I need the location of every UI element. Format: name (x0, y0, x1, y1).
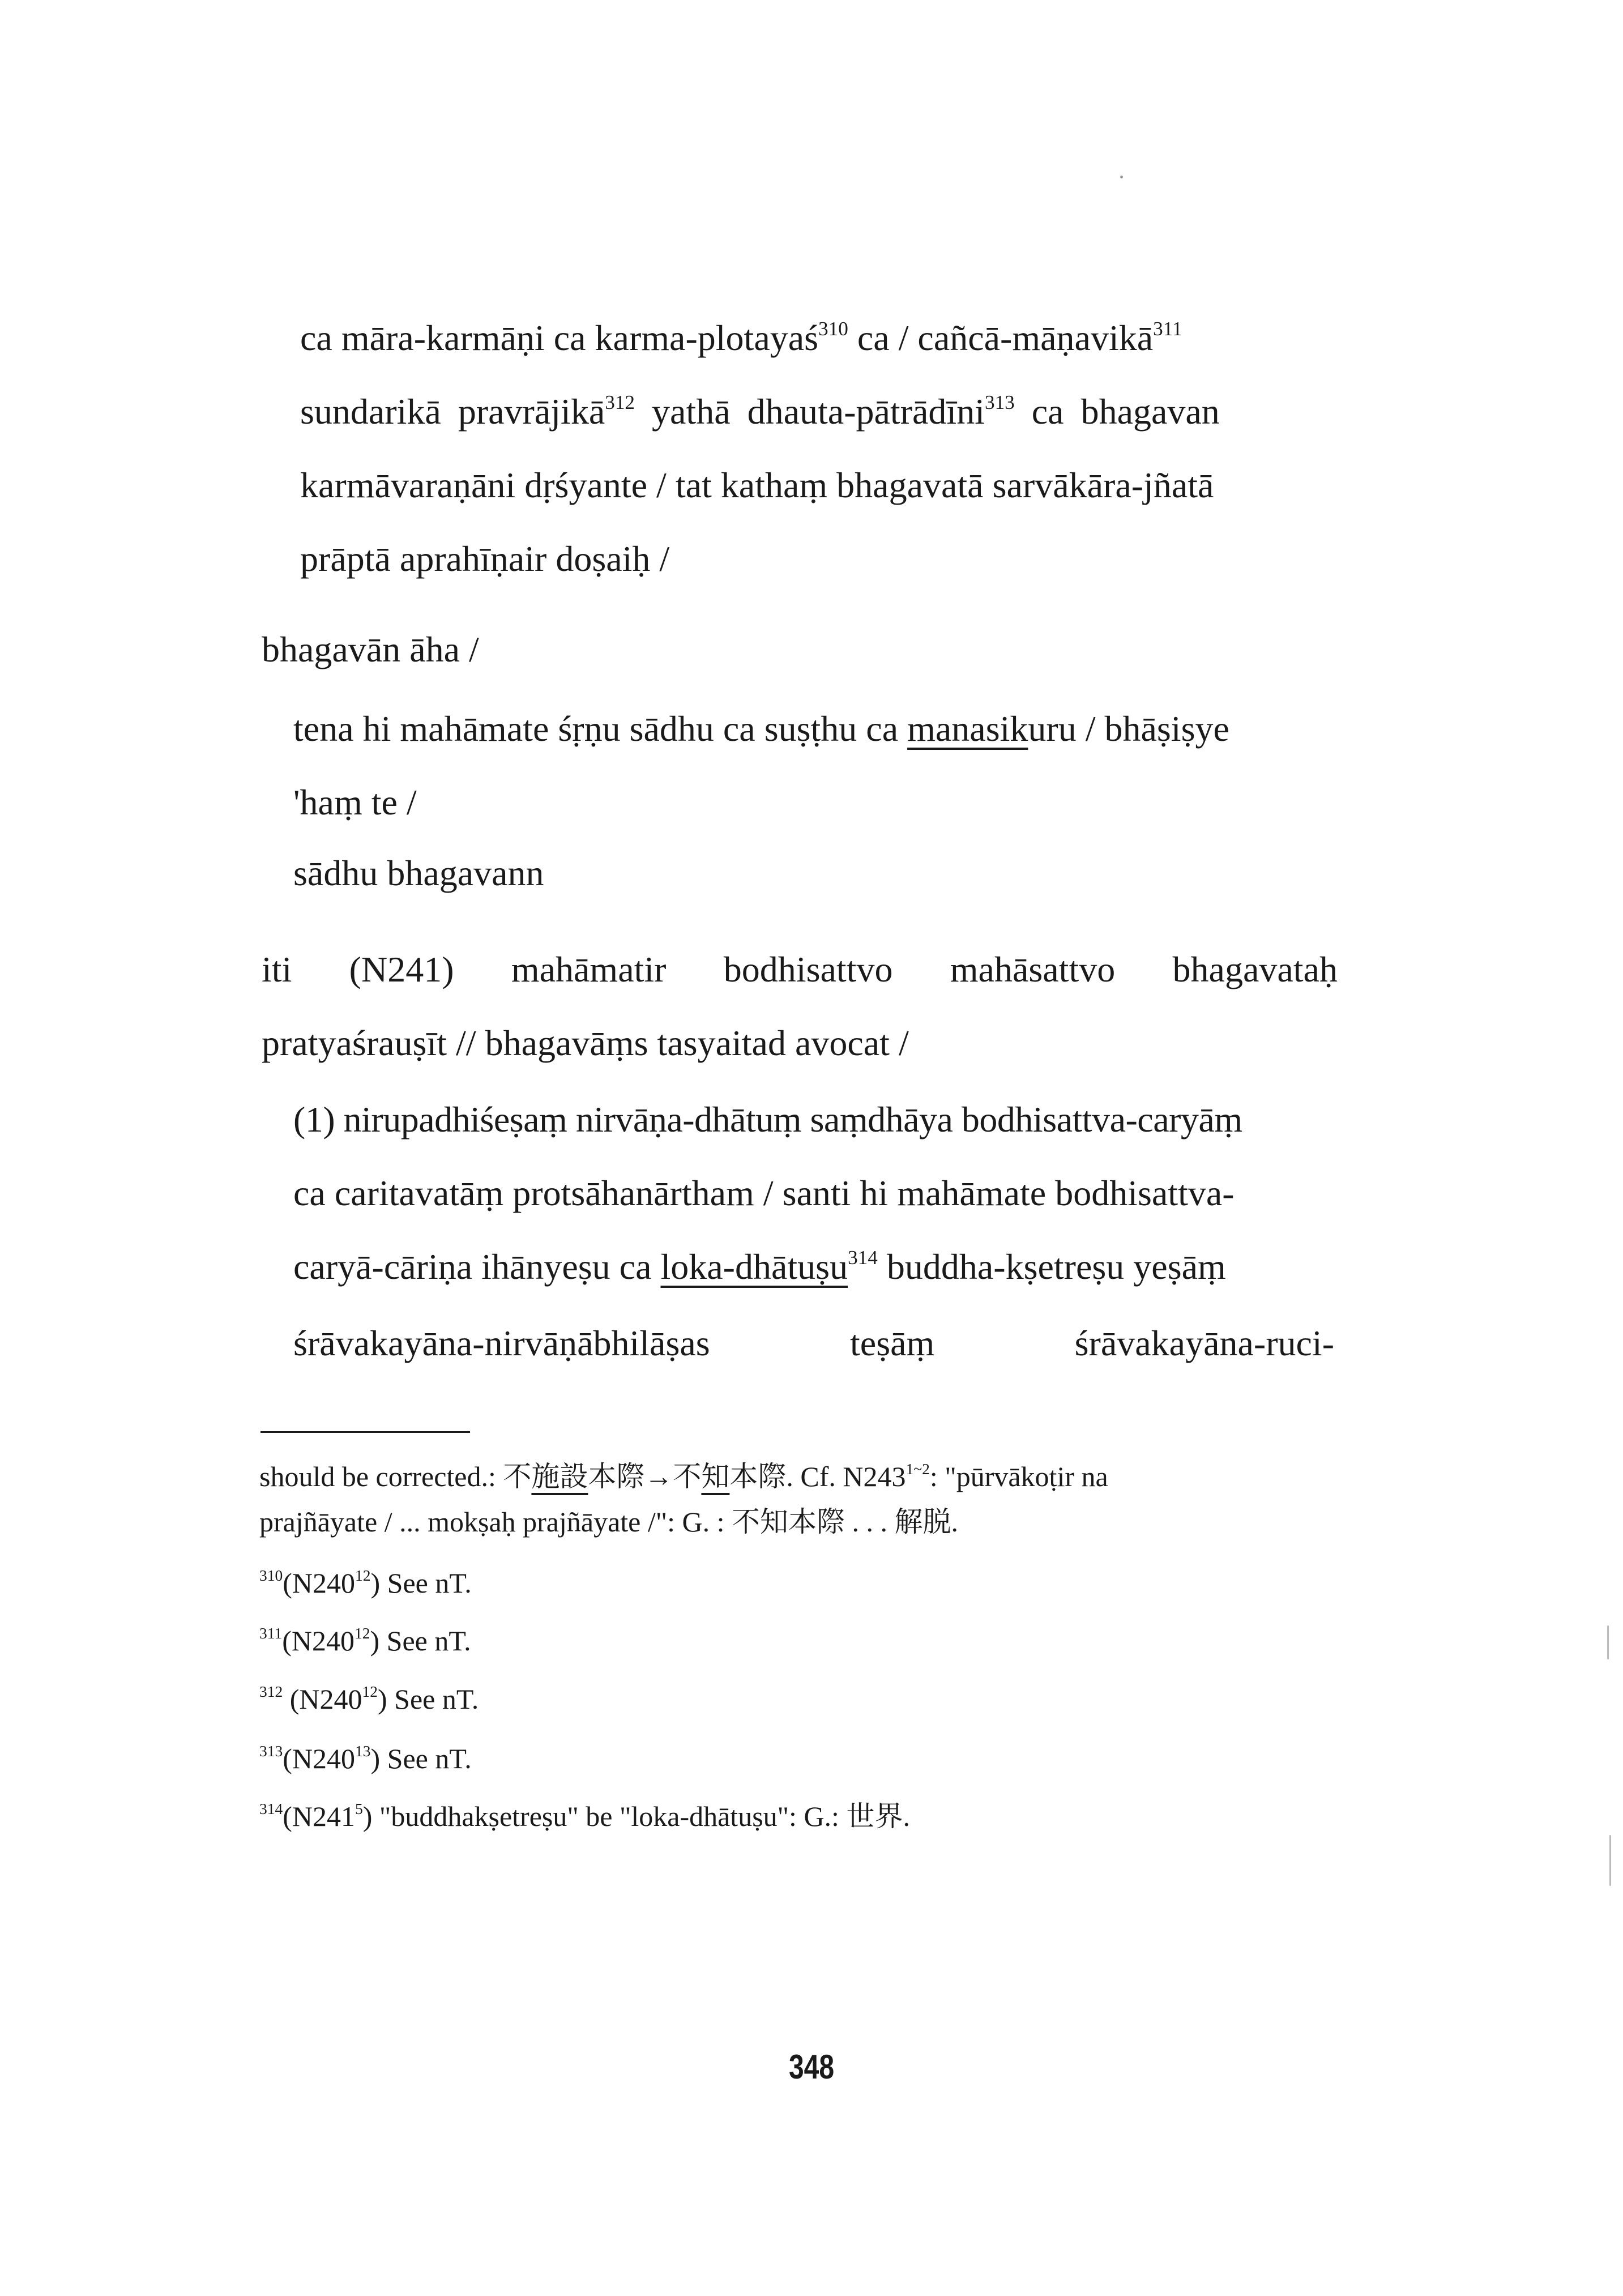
scan-speck (1609, 1835, 1611, 1886)
underlined-word-loka-dhatusu: loka-dhātuṣu (660, 1247, 848, 1287)
footnote-ref-313: 313 (984, 391, 1015, 413)
text-line-7: 'haṃ te / (293, 782, 417, 822)
footnote-310: $^{310}(N240^{12})$ See nT. (259, 1567, 472, 1599)
line-1-text: ca māra-karmāṇi ca karma-plotayaś$^{310}$ ca / cañcā-māṇavikā$^{311}$ (300, 317, 1182, 358)
underlined-chars-1: 施設 (531, 1461, 588, 1492)
text-line-2: sundarikā pravrājikā$^{312}$ yathā dhauta-pātrādīni$^{313}$ ca bhagavan (300, 391, 1220, 432)
footnote-ref-312: 312 (605, 391, 635, 413)
footnote-313: $^{313}(N240^{13})$ See nT. (259, 1742, 472, 1774)
footnote-314: $^{314}(N241^5)$ "buddhakṣetreṣu" be "loka-dhātuṣu": G.: 世界. (259, 1800, 910, 1832)
underlined-chars-2: 知 (701, 1461, 730, 1492)
text-line-6: tena hi mahāmate śṛṇu sādhu ca suṣṭhu ca manasikuru / bhāṣiṣye (293, 709, 1229, 749)
speaker-line: bhagavān āha / (262, 629, 479, 669)
footnote-rule (260, 1431, 470, 1433)
scan-speck (1120, 176, 1123, 178)
footnote-continuation-line-1: should be corrected.: 不施設本際→不知本際. Cf. $N243^{1\sim 2}$: "pūrvākoṭir na (259, 1460, 1108, 1492)
text-line-8: sādhu bhagavann (293, 853, 544, 893)
text-line-13: caryā-cāriṇa ihānyeṣu ca loka-dhātuṣu$^{314}$ buddha-kṣetreṣu yeṣāṃ (293, 1246, 1226, 1287)
text-line-12: ca caritavatāṃ protsāhanārtham / santi hi mahāmate bodhisattva- (293, 1173, 1235, 1213)
text-line-11: (1) nirupadhiśeṣaṃ nirvāṇa-dhātuṃ saṃdhāya bodhisattva-caryāṃ (293, 1099, 1242, 1140)
footnote-312: $^{312}$ $(N240^{12})$ See nT. (259, 1683, 479, 1715)
footnote-ref-314: 314 (848, 1246, 878, 1269)
page-number: 348 (788, 2048, 835, 2086)
text-line-4: prāptā aprahīṇair doṣaiḥ / (300, 539, 670, 579)
footnote-continuation-line-2: prajñāyate / ... mokṣaḥ prajñāyate /": G. : 不知本際 . . . 解脱. (259, 1506, 959, 1538)
footnote-ref-311: 311 (1153, 317, 1182, 340)
scan-speck (1607, 1625, 1609, 1659)
footnote-311: $^{311}(N240^{12})$ See nT. (259, 1624, 471, 1657)
text-line-3: karmāvaraṇāni dṛśyante / tat kathaṃ bhagavatā sarvākāra-jñatā (300, 465, 1214, 505)
text-line-9: iti (N241) mahāmatir bodhisattvo mahāsattvo bhagavataḥ (262, 949, 1338, 989)
text-line-10: pratyaśrauṣīt // bhagavāṃs tasyaitad avocat / (262, 1023, 909, 1063)
underlined-word-manasikuru: manasik (907, 709, 1028, 749)
footnote-ref-310: 310 (818, 317, 848, 340)
text-line-14: śrāvakayāna-nirvāṇābhilāṣas teṣāṃ śrāvakayāna-ruci- (293, 1323, 1334, 1363)
text-line-1 (300, 317, 1340, 358)
